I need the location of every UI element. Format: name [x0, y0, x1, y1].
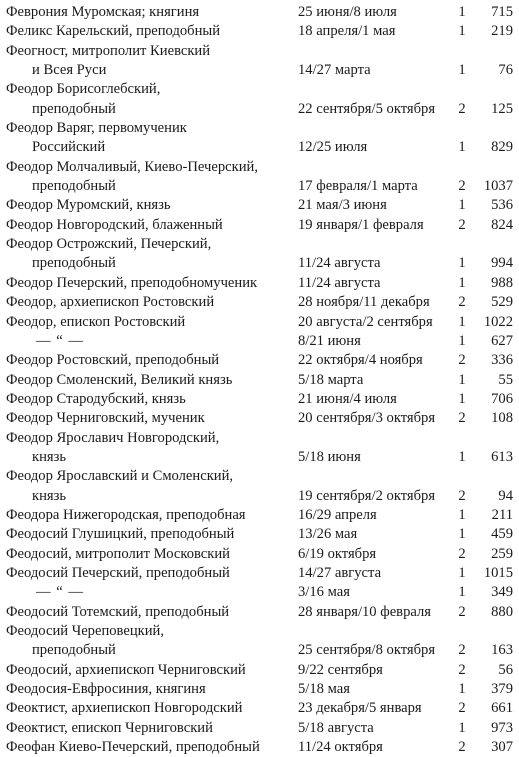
entry-name: Феодор Печерский, преподобномученик — [6, 274, 258, 291]
entry-page-number: 55 — [498, 371, 513, 388]
entry-page-number: 125 — [491, 100, 513, 117]
entry-name: князь — [32, 487, 67, 504]
entry-date: 11/24 октября — [298, 739, 383, 756]
entry-page-number: 94 — [498, 487, 513, 504]
index-entry — [0, 371, 519, 390]
entry-page-number: 715 — [491, 4, 513, 20]
entry-name: преподобный — [32, 100, 116, 117]
entry-name: преподобный — [32, 255, 116, 272]
entry-name: Российский — [32, 139, 106, 156]
entry-name: князь — [32, 448, 67, 465]
entry-date: 14/27 марта — [298, 62, 371, 79]
entry-volume: 1 — [458, 274, 466, 291]
entry-page-number: 880 — [491, 603, 513, 620]
index-entry — [0, 699, 519, 718]
entry-name: преподобный — [32, 178, 116, 195]
index-entry — [0, 661, 519, 680]
entry-volume: 1 — [458, 139, 466, 156]
entry-date: 23 декабря/5 января — [298, 700, 422, 717]
entry-date: 20 августа/2 сентября — [298, 313, 433, 330]
index-entry — [0, 564, 519, 583]
entry-date: 28 января/10 февраля — [298, 603, 431, 620]
index-entry — [0, 545, 519, 564]
entry-page-number: 973 — [491, 719, 513, 736]
entry-page-number: 76 — [498, 62, 513, 79]
index-entry — [0, 254, 519, 273]
entry-name: Феодор Смоленский, Великий князь — [6, 371, 233, 388]
entry-volume: 1 — [458, 506, 466, 523]
entry-name: Феодор Молчаливый, Киево-Печерский, — [6, 158, 258, 175]
entry-name: преподобный — [32, 642, 116, 659]
entry-volume: 1 — [458, 332, 466, 349]
index-entry — [0, 448, 519, 467]
entry-name: Феоктист, епископ Черниговский — [6, 719, 213, 736]
entry-page-number: 829 — [491, 139, 513, 156]
entry-volume: 1 — [458, 23, 466, 40]
index-entry — [0, 641, 519, 660]
index-entry — [0, 467, 519, 486]
entry-volume: 2 — [458, 352, 466, 369]
entry-name: Феодор Стародубский, князь — [6, 390, 186, 407]
index-entry — [0, 274, 519, 293]
entry-name: Феодор Ростовский, преподобный — [6, 352, 220, 369]
entry-page-number: 56 — [498, 661, 513, 678]
entry-volume: 1 — [458, 681, 466, 698]
entry-volume: 1 — [458, 255, 466, 272]
entry-name: Феодосий Печерский, преподобный — [6, 564, 230, 581]
entry-volume: 2 — [458, 603, 466, 620]
index-entry — [0, 583, 519, 602]
entry-name: Феодор Муромский, князь — [6, 197, 171, 214]
entry-name: Феодосий, митрополит Московский — [6, 545, 230, 562]
entry-page-number: 824 — [491, 216, 513, 233]
entry-name: Феофан Киево-Печерский, преподобный — [6, 739, 260, 756]
entry-name: Феодосий Тотемский, преподобный — [6, 603, 230, 620]
index-entry — [0, 42, 519, 61]
entry-date: 20 сентября/3 октября — [298, 410, 436, 427]
index-entry — [0, 313, 519, 332]
entry-page-number: 613 — [491, 448, 513, 465]
entry-volume: 1 — [458, 313, 466, 330]
saints-index-list — [0, 3, 519, 757]
entry-page-number: 259 — [491, 545, 513, 562]
entry-name: Феодосия-Евфросиния, княгиня — [6, 681, 206, 698]
index-entry — [0, 235, 519, 254]
index-entry — [0, 293, 519, 312]
entry-page-number: 1037 — [483, 178, 513, 195]
index-entry — [0, 603, 519, 622]
entry-name: Феоктист, архиепископ Новгородский — [6, 700, 243, 717]
index-entry — [0, 196, 519, 215]
index-entry — [0, 429, 519, 448]
entry-date: 21 мая/3 июня — [298, 197, 387, 214]
entry-page-number: 349 — [491, 584, 513, 601]
entry-name: Феодор Ярославский и Смоленский, — [6, 468, 234, 485]
entry-volume: 2 — [458, 700, 466, 717]
entry-name: Феликс Карельский, преподобный — [6, 23, 221, 40]
entry-name: Феодор, епископ Ростовский — [6, 313, 186, 330]
entry-volume: 2 — [458, 487, 466, 504]
entry-name: Феодор Острожский, Печерский, — [6, 236, 212, 253]
index-entry — [0, 216, 519, 235]
index-entry — [0, 506, 519, 525]
entry-page-number: 994 — [491, 255, 513, 272]
entry-volume: 2 — [458, 100, 466, 117]
entry-name: Феодор Варяг, первомученик — [6, 120, 187, 137]
entry-page-number: 211 — [491, 506, 513, 523]
entry-volume: 2 — [458, 294, 466, 311]
index-entry — [0, 80, 519, 99]
entry-name: Феодосий Глушицкий, преподобный — [6, 526, 235, 543]
index-entry — [0, 622, 519, 641]
entry-date: 5/18 июня — [298, 448, 361, 465]
index-entry — [0, 61, 519, 80]
entry-page-number: 1015 — [483, 564, 513, 581]
entry-name: Феодора Нижегородская, преподобная — [6, 506, 246, 523]
index-entry — [0, 332, 519, 351]
entry-name: Феодосий, архиепископ Черниговский — [6, 661, 246, 678]
entry-date: 19 января/1 февраля — [298, 216, 424, 233]
entry-name: Феогност, митрополит Киевский — [6, 42, 211, 59]
entry-page-number: 988 — [491, 274, 513, 291]
index-entry — [0, 409, 519, 428]
entry-date: 6/19 октября — [298, 545, 377, 562]
entry-page-number: 163 — [491, 642, 513, 659]
entry-date: 13/26 мая — [298, 526, 358, 543]
entry-volume: 2 — [458, 642, 466, 659]
entry-date: 18 апреля/1 мая — [298, 23, 396, 40]
entry-volume: 1 — [458, 719, 466, 736]
entry-volume: 2 — [458, 545, 466, 562]
entry-page-number: 536 — [491, 197, 513, 214]
entry-page-number: 1022 — [483, 313, 513, 330]
entry-date: 3/16 мая — [298, 584, 350, 601]
entry-date: 9/22 сентября — [298, 661, 383, 678]
index-entry — [0, 138, 519, 157]
entry-volume: 1 — [458, 197, 466, 214]
entry-volume: 1 — [458, 448, 466, 465]
entry-date: 28 ноября/11 декабря — [298, 294, 430, 311]
index-entry — [0, 119, 519, 138]
entry-volume: 2 — [458, 178, 466, 195]
entry-page-number: 336 — [491, 352, 513, 369]
entry-name: Феодор, архиепископ Ростовский — [6, 294, 215, 311]
entry-date: 8/21 июня — [298, 332, 361, 349]
entry-page-number: 219 — [491, 23, 513, 40]
index-entry — [0, 22, 519, 41]
entry-name: Феодор Новгородский, блаженный — [6, 216, 223, 233]
entry-volume: 1 — [458, 371, 466, 388]
entry-volume: 2 — [458, 739, 466, 756]
entry-page-number: 529 — [491, 294, 513, 311]
entry-volume: 1 — [458, 584, 466, 601]
entry-date: 11/24 августа — [298, 274, 381, 291]
entry-volume: 1 — [458, 564, 466, 581]
entry-page-number: 459 — [491, 526, 513, 543]
entry-page-number: 706 — [491, 390, 513, 407]
entry-volume: 2 — [458, 216, 466, 233]
entry-name: Феодосий Череповецкий, — [6, 623, 165, 639]
entry-volume: 1 — [458, 4, 466, 20]
entry-name: Феврония Муромская; княгиня — [6, 4, 200, 20]
entry-date: 21 июня/4 июля — [298, 390, 397, 407]
entry-name: и Всея Руси — [32, 62, 107, 79]
index-entry — [0, 3, 519, 22]
entry-date: 22 октября/4 ноября — [298, 352, 423, 369]
index-entry — [0, 738, 519, 757]
entry-date: 17 февраля/1 марта — [298, 178, 418, 195]
index-entry — [0, 525, 519, 544]
entry-name: Феодор Ярославич Новгородский, — [6, 429, 220, 446]
entry-volume: 1 — [458, 526, 466, 543]
entry-name: Феодор Борисоглебский, — [6, 81, 161, 98]
entry-volume: 2 — [458, 661, 466, 678]
index-entry — [0, 158, 519, 177]
entry-date: 16/29 апреля — [298, 506, 377, 523]
entry-date: 19 сентября/2 октября — [298, 487, 436, 504]
entry-date: 22 сентября/5 октября — [298, 100, 436, 117]
index-entry — [0, 351, 519, 370]
index-entry — [0, 177, 519, 196]
entry-date: 14/27 августа — [298, 564, 382, 581]
entry-volume: 2 — [458, 410, 466, 427]
entry-page-number: 661 — [491, 700, 513, 717]
entry-date: 5/18 августа — [298, 719, 374, 736]
entry-date: 11/24 августа — [298, 255, 381, 272]
entry-page-number: 627 — [491, 332, 513, 349]
entry-ditto-mark: — “ — — [36, 584, 84, 601]
entry-date: 5/18 марта — [298, 371, 364, 388]
entry-date: 25 июня/8 июля — [298, 4, 397, 20]
entry-date: 25 сентября/8 октября — [298, 642, 436, 659]
index-entry — [0, 680, 519, 699]
entry-page-number: 108 — [491, 410, 513, 427]
entry-volume: 1 — [458, 62, 466, 79]
index-entry — [0, 487, 519, 506]
entry-volume: 1 — [458, 390, 466, 407]
index-entry — [0, 719, 519, 738]
index-entry — [0, 390, 519, 409]
entry-page-number: 307 — [491, 739, 513, 756]
entry-name: Феодор Черниговский, мученик — [6, 410, 205, 427]
entry-page-number: 379 — [491, 681, 513, 698]
entry-date: 5/18 мая — [298, 681, 350, 698]
index-entry — [0, 100, 519, 119]
entry-ditto-mark: — “ — — [36, 332, 84, 349]
entry-date: 12/25 июля — [298, 139, 368, 156]
